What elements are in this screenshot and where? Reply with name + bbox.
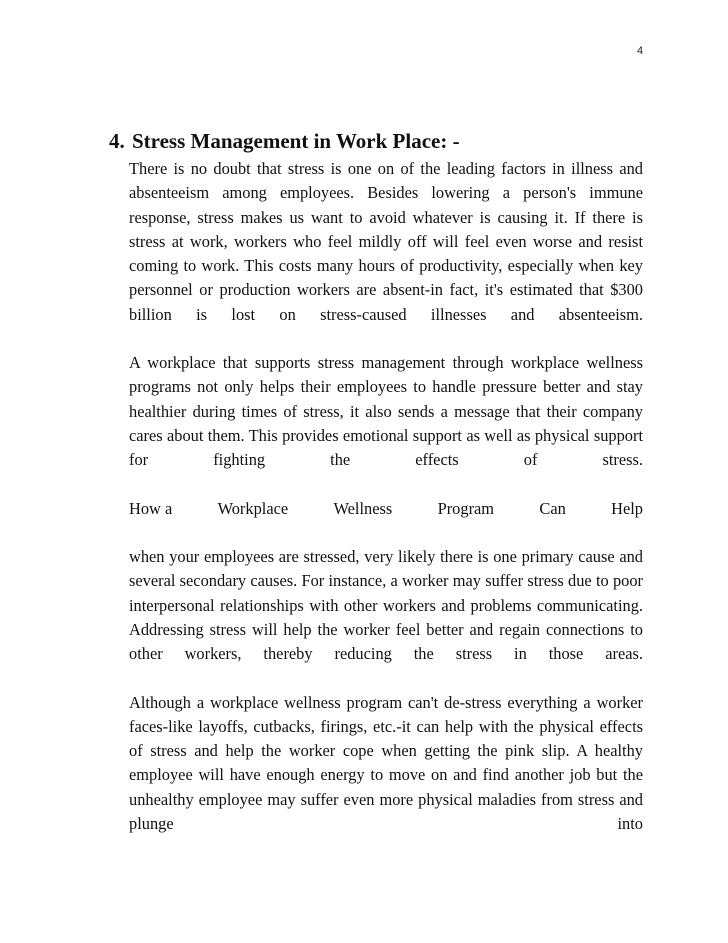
paragraph-wellness-limits: Although a workplace wellness program can't de-stress everything a worker faces-like layoffs, cutbacks, firings, etc.-it can help with the physical effects of stress and help the worker cope when getting the pink slip. A healthy employee will have enough energy to move on and find another job but the unhealthy employee may suffer even more physical maladies from stress and plunge into bbox=[129, 692, 643, 833]
subheading-word: Program bbox=[437, 498, 495, 518]
paragraph-stress-causes: when your employees are stressed, very likely there is one primary cause and several secondary causes. For instance, a worker may suffer stress due to poor interpersonal relationships with other workers and problems communicating. Addressing stress will help the worker feel better and regain connections to other workers, thereby reducing the stress in those areas. bbox=[129, 547, 643, 663]
subheading-how-program-helps bbox=[129, 497, 643, 521]
subheading-word: Wellness bbox=[333, 498, 393, 518]
section-heading bbox=[109, 128, 649, 154]
subheading-word: Can bbox=[539, 498, 566, 518]
paragraph-absenteeism: There is no doubt that stress is one on of the leading factors in illness and absenteeism among employees. Besides lowering a person's immune response, stress makes us want to avoid whatever is causing it. If there is stress at work, workers who feel mildly off will feel even worse and resist coming to work. This costs many hours of productivity, especially when key personnel or production workers are absent-in fact, it's estimated that $300 billion is lost on stress-caused illnesses and absenteeism. bbox=[129, 159, 643, 324]
subheading-word: Workplace bbox=[217, 498, 289, 518]
body-text bbox=[129, 157, 643, 836]
paragraph-workplace-support: A workplace that supports stress management through workplace wellness programs not only helps their employees to handle pressure better and stay healthier during times of stress, it also sends a message that their company cares about them. This provides emotional support as well as physical support for fighting the effects of stress. bbox=[129, 353, 643, 469]
section-title: Stress Management in Work Place: - bbox=[132, 129, 460, 153]
subheading-word: How a bbox=[129, 498, 173, 518]
section-number: 4. bbox=[109, 129, 125, 153]
subheading-word: Help bbox=[611, 498, 643, 518]
page-number: 4 bbox=[637, 45, 644, 57]
